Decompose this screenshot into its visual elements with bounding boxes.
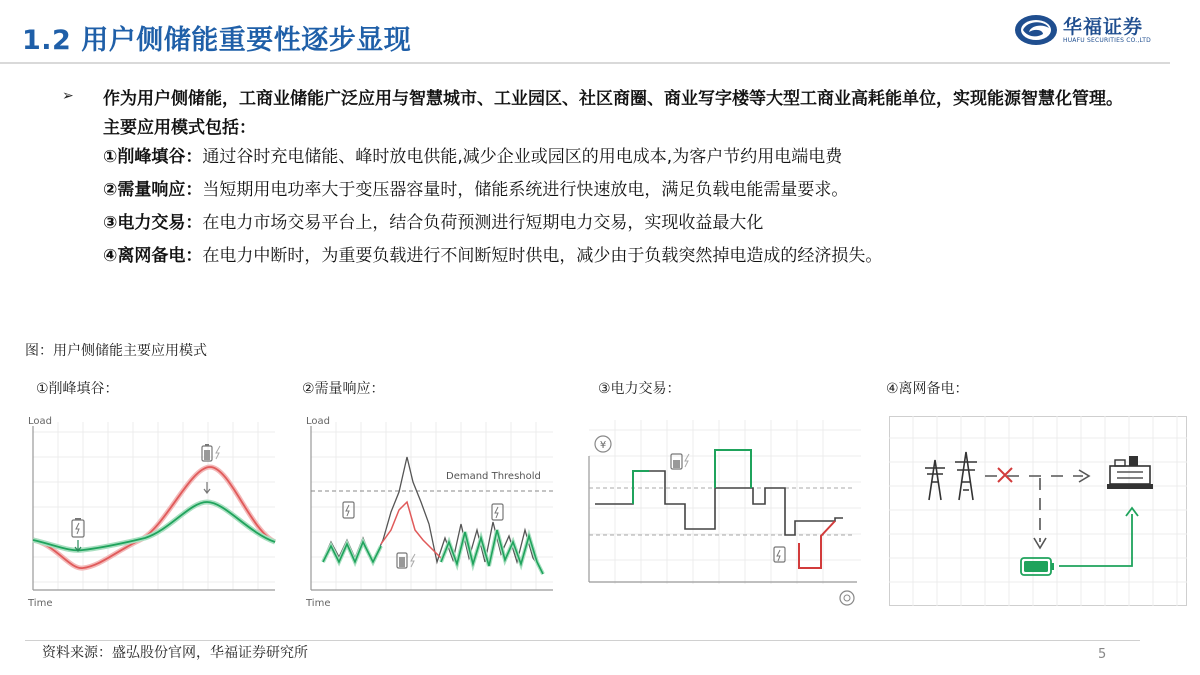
grid xyxy=(311,422,553,590)
charging-battery-icon xyxy=(343,502,354,518)
mode-label: ③电力交易： xyxy=(103,213,203,233)
reduced-demand-curve xyxy=(381,502,443,560)
mode-label: ②需量响应： xyxy=(103,180,203,200)
peak-shaving-diagram xyxy=(25,412,280,612)
demand-threshold-label: Demand Threshold xyxy=(446,471,541,482)
sell-segment xyxy=(799,521,835,568)
logo-text-cn: 华福证券 xyxy=(1063,16,1144,38)
off-grid-backup-diagram xyxy=(889,416,1187,606)
x-axis-label: Time xyxy=(306,598,331,609)
panel-label-peak: ①削峰填谷： xyxy=(36,381,119,397)
mode-text: 在电力市场交易平台上，结合负荷预测进行短期电力交易，实现收益最大化 xyxy=(202,213,764,233)
intro-paragraph: 作为用户侧储能，工商业储能广泛应用与智慧城市、工业园区、社区商圈、商业写字楼等大型工商业高耗能单位，实现能源智慧化管理。主要应用模式包括： xyxy=(103,89,1123,138)
bullet-arrow-icon: ➢ xyxy=(62,88,74,104)
panel-label-trading: ③电力交易： xyxy=(598,381,681,397)
mode-off-grid-backup xyxy=(103,242,882,271)
discharging-battery-icon xyxy=(202,444,220,461)
discharging-battery-icon xyxy=(397,553,415,568)
x-axis-label: Time xyxy=(28,598,53,609)
page-number: 5 xyxy=(1098,647,1107,662)
mode-text: 当短期用电功率大于变压器容量时，储能系统进行快速放电，满足负载电能需量要求。 xyxy=(202,180,849,200)
charging-battery-icon-2 xyxy=(492,504,503,520)
y-axis-label: Load xyxy=(306,416,330,427)
panel-frame xyxy=(890,417,1187,606)
title-divider xyxy=(0,62,1170,64)
source-note: 资料来源：盛弘股份官网，华福证券研究所 xyxy=(42,645,308,661)
page-title: 1.2 用户侧储能重要性逐步显现 xyxy=(22,25,412,56)
mode-label: ④离网备电： xyxy=(103,246,203,266)
y-axis-label: ¥ xyxy=(599,440,607,451)
mode-text: 通过谷时充电储能、峰时放电供能,减少企业或园区的用电成本,为客户节约用电端电费 xyxy=(202,147,843,167)
mode-power-trading xyxy=(103,209,763,238)
logo-text-en: HUAFU SECURITIES CO.,LTD xyxy=(1063,37,1151,44)
demand-response-diagram xyxy=(303,412,558,612)
panel-label-backup: ④离网备电： xyxy=(886,381,969,397)
mode-peak-shaving xyxy=(103,143,842,172)
company-logo xyxy=(1013,12,1163,48)
panel-label-demand: ②需量响应： xyxy=(302,381,385,397)
clock-icon xyxy=(840,591,854,605)
optimized-demand-glow xyxy=(323,530,543,574)
y-axis-label: Load xyxy=(28,416,52,427)
charging-battery-icon xyxy=(72,518,84,537)
mode-text: 在电力中断时，为重要负载进行不间断短时供电，减少由于负载突然掉电造成的经济损失。 xyxy=(202,246,883,266)
power-trading-diagram xyxy=(585,416,865,608)
mode-demand-response xyxy=(103,176,848,205)
discharge-arrow-icon xyxy=(204,482,210,493)
logo-swirl-icon xyxy=(1013,12,1059,48)
mode-label: ①削峰填谷： xyxy=(103,147,203,167)
figure-caption: 图：用户侧储能主要应用模式 xyxy=(25,343,207,359)
footer-divider xyxy=(25,640,1140,641)
